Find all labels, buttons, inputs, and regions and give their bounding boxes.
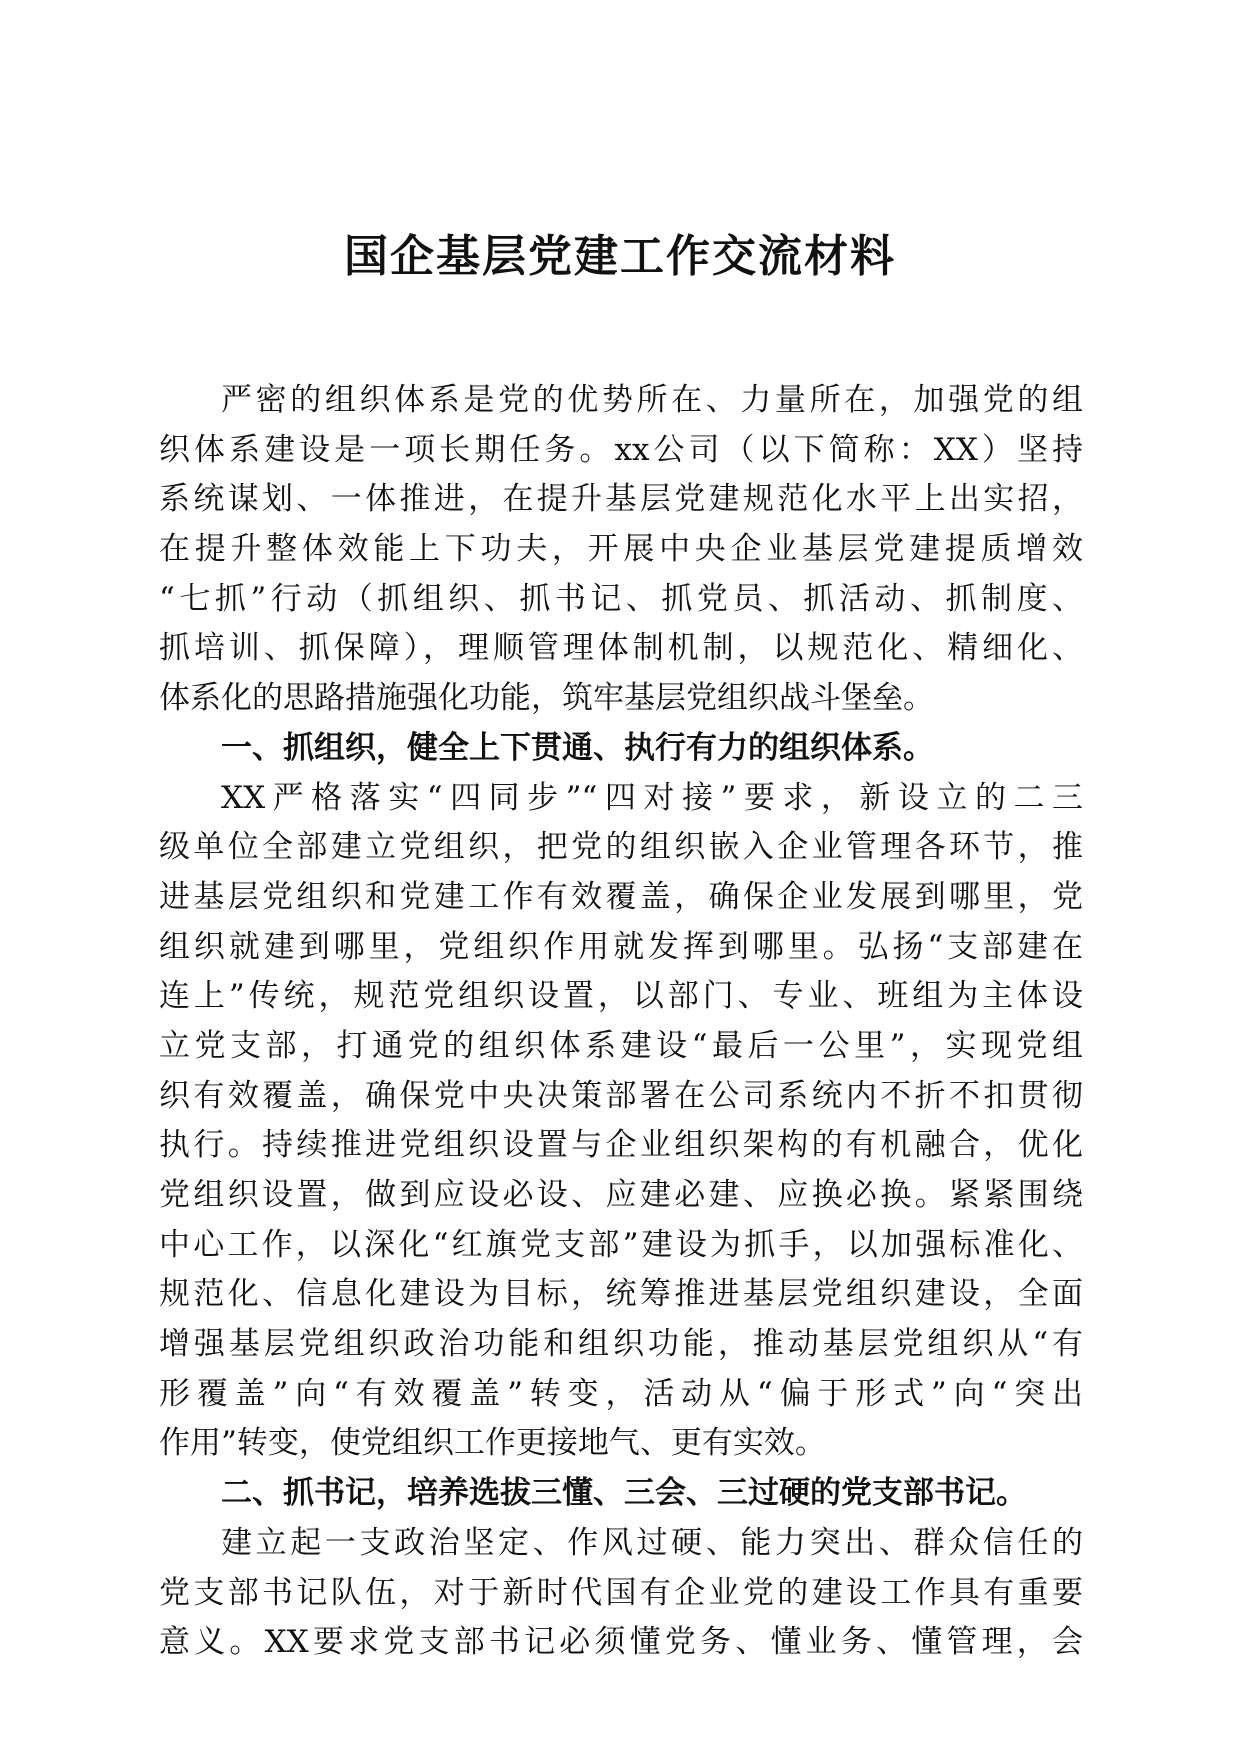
section-heading: 一、抓组织，健全上下贯通、执行有力的组织体系。 [221, 729, 934, 766]
paragraph-line: 进基层党组织和党建工作有效覆盖，确保企业发展到哪里，党 [159, 878, 1083, 915]
paragraph-line: 规范化、信息化建设为目标，统筹推进基层党组织建设，全面 [159, 1276, 1083, 1313]
paragraph-line: 织有效覆盖，确保党中央决策部署在公司系统内不折不扣贯彻 [159, 1077, 1083, 1114]
paragraph-line: 执行。持续推进党组织设置与企业组织架构的有机融合，优化 [159, 1127, 1083, 1164]
paragraph-line: “七抓”行动（抓组织、抓书记、抓党员、抓活动、抓制度、 [159, 580, 1083, 617]
document-title: 国企基层党建工作交流材料 [344, 231, 896, 282]
paragraph-line: 中心工作，以深化“红旗党支部”建设为抓手，以加强标准化、 [159, 1226, 1083, 1263]
paragraph-line: 建立起一支政治坚定、作风过硬、能力突出、群众信任的 [221, 1524, 1083, 1561]
paragraph-line: XX严格落实“四同步”“四对接”要求，新设立的二三 [221, 779, 1083, 816]
paragraph-line: 党组织设置，做到应设必设、应建必建、应换必换。紧紧围绕 [159, 1177, 1083, 1213]
paragraph-line: 作用”转变，使党组织工作更接地气、更有实效。 [159, 1425, 826, 1462]
document-body [159, 376, 1083, 1668]
paragraph-line: 增强基层党组织政治功能和组织功能，推动基层党组织从“有 [159, 1326, 1083, 1363]
paragraph-line: 连上”传统，规范党组织设置，以部门、专业、班组为主体设 [159, 978, 1083, 1015]
paragraph-line: 织体系建设是一项长期任务。xx公司（以下简称：XX）坚持 [159, 431, 1083, 468]
paragraph-line: 意义。XX要求党支部书记必须懂党务、懂业务、懂管理，会 [159, 1624, 1083, 1661]
section-heading: 二、抓书记，培养选拔三懂、三会、三过硬的党支部书记。 [221, 1475, 1027, 1512]
paragraph-line: 形覆盖”向“有效覆盖”转变，活动从“偏于形式”向“突出 [159, 1375, 1083, 1412]
paragraph-line: 系统谋划、一体推进，在提升基层党建规范化水平上出实招， [159, 481, 1083, 518]
paragraph-line: 体系化的思路措施强化功能，筑牢基层党组织战斗堡垒。 [159, 680, 934, 717]
paragraph-line: 在提升整体效能上下功夫，开展中央企业基层党建提质增效 [159, 531, 1083, 568]
paragraph-line: 立党支部，打通党的组织体系建设“最后一公里”，实现党组 [159, 1027, 1083, 1064]
paragraph-line: 抓培训、抓保障），理顺管理体制机制，以规范化、精细化、 [159, 630, 1083, 667]
paragraph-line: 组织就建到哪里，党组织作用就发挥到哪里。弘扬“支部建在 [159, 928, 1083, 965]
paragraph-line: 党支部书记队伍，对于新时代国有企业党的建设工作具有重要 [159, 1574, 1083, 1611]
paragraph-line: 严密的组织体系是党的优势所在、力量所在，加强党的组 [221, 382, 1083, 418]
paragraph-line: 级单位全部建立党组织，把党的组织嵌入企业管理各环节，推 [159, 829, 1083, 866]
